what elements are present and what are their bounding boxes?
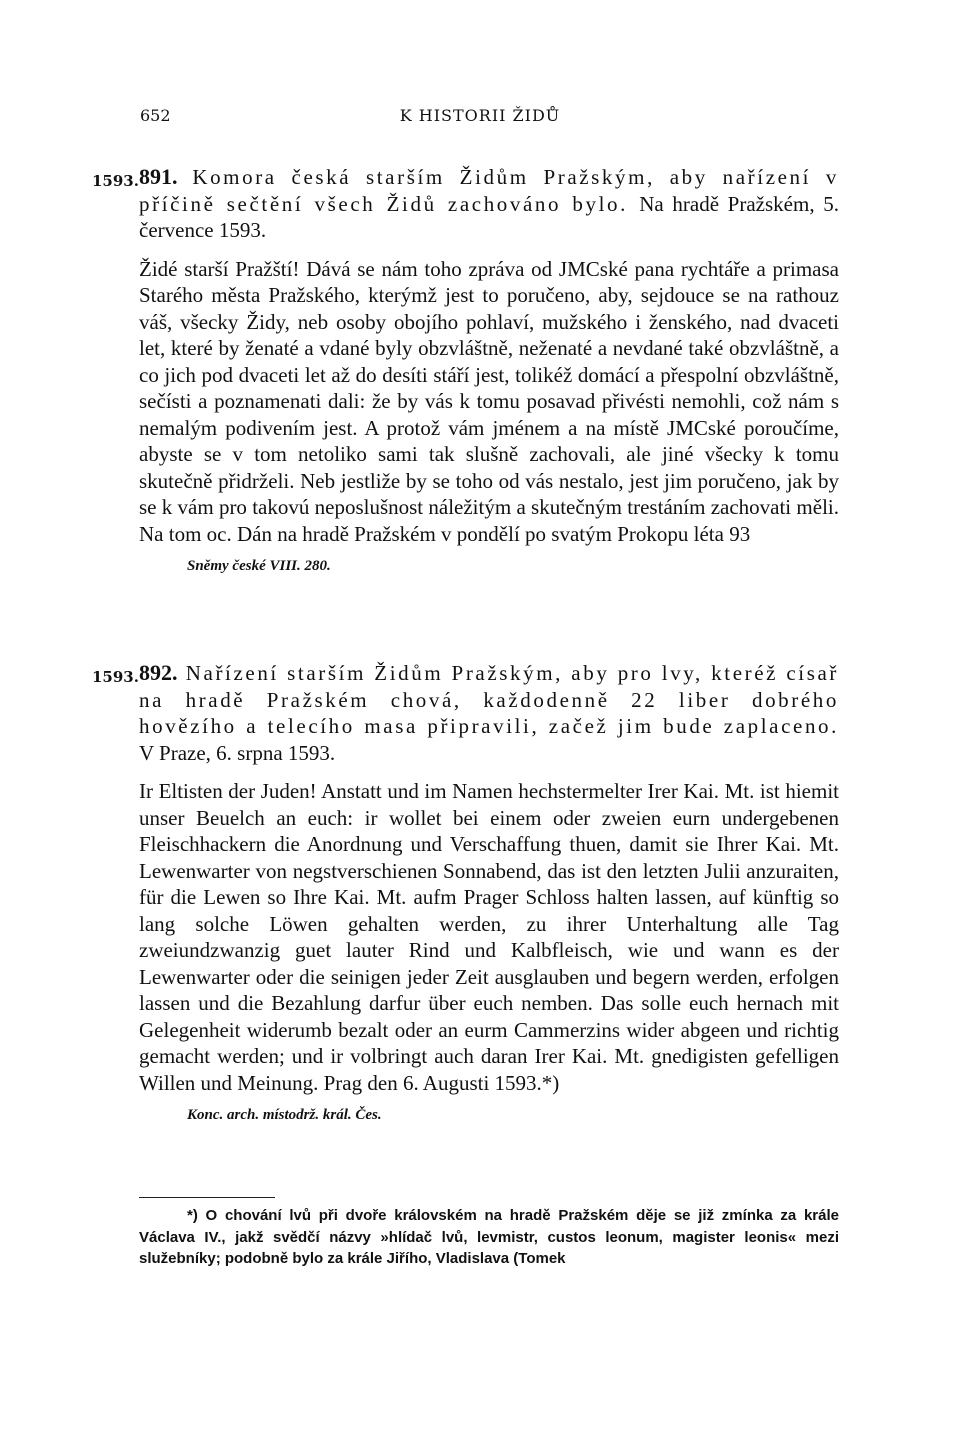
running-title: K HISTORII ŽIDŮ xyxy=(399,106,561,125)
entry-heading xyxy=(139,164,839,244)
entry-title: Komora česká starším Židům Pražským, aby nařízení v příčině sečtění všech Židů zachováno bylo. xyxy=(139,165,839,216)
entry-891 xyxy=(139,164,839,577)
entry-year: 1593. xyxy=(92,668,139,686)
entry-year: 1593. xyxy=(92,172,139,190)
entry-source: Sněmy české VIII. 280. xyxy=(187,558,331,574)
entry-892 xyxy=(139,660,839,1126)
footnote xyxy=(139,1205,839,1270)
entry-place-date: Na hradě Pražském, 5. července 1593. xyxy=(139,191,839,242)
entry-number: 892. xyxy=(139,660,178,685)
entry-place-date: V Praze, 6. srpna 1593. xyxy=(139,740,336,765)
entry-body: Ir Eltisten der Juden! Anstatt und im Namen hechstermelter Irer Kai. Mt. ist hiemit unser Beuelch an euch: ir wollet bei einem oder zweien eurn undergebenen Fleischhackern die Anordnung und Verschaffung thuen, damit sie Ihrer Kai. Mt. Lewenwarter von negstverschienen Sonnabend, das ist den letzten Julii anzuraiten, für die Lewen so Ihre Kai. Mt. aufm Prager Schloss halten lassen, auf künftig so lang solche Löwen gehalten werden, zu ihrer Unterhaltung alle Tag zweiundzwanzig guet lauter Rind und Kalbfleisch, wie und wann es der Lewenwarter oder die seinigen jeder Zeit ausglauben und begern werden, erfolgen lassen und die Bezahlung darfur über euch nemben. Das solle euch hernach mit Gelegenheit widerumb bezalt oder an eurm Cammerzins wider abgeen und richtig gemacht werden; und ir volbringt auch daran Irer Kai. Mt. gnedigisten gefelligen Willen und Meinung. Prag den 6. Augusti 1593.*) xyxy=(139,779,839,1095)
entry-title: Nařízení starším Židům Pražským, aby pro lvy, kteréž císař na hradě Pražském chová, každodenně 22 liber dobrého hovězího a telecího masa připravili, začež jim bude zaplaceno. xyxy=(139,661,839,738)
footnote-divider xyxy=(139,1197,275,1198)
entry-source: Konc. arch. místodrž. král. Čes. xyxy=(187,1107,382,1123)
entry-number: 891. xyxy=(139,164,178,189)
entry-body: Židé starší Pražští! Dává se nám toho zpráva od JMCské pana rychtáře a primasa Starého města Pražského, kterýmž jest to poručeno, aby, sejdouce se na rathouz váš, všecky Židy, neb osoby obojího pohlaví, mužského i ženského, nad dvaceti let, které by ženaté a vdané byly obzvláštně, neženaté a nevdané také obzvláštně, a co jich pod dvaceti let až do desíti stáří jest, tolikéž domácí a přespolní obzvláštně, sečísti a poznamenati dali: že by vás k tomu posavad přivésti nemohli, což nám s nemalým podivením jest. A protož vám jménem a na místě JMCské poroučíme, abyste se v tom netoliko sami tak slušně zachovali, ale jiné všecky k tomu skutečně přidrželi. Neb jestliže by se toho od vás nestalo, jest jim poručeno, jak by se k vám pro takovú neposlušnost náležitým a skutečným trestáním zachovati měli. Na tom oc. Dán na hradě Pražském v pondělí po svatým Prokopu léta 93 xyxy=(139,256,839,546)
entry-heading xyxy=(139,660,839,766)
footnote-text: *) O chování lvů při dvoře královském na hradě Pražském děje se již zmínka za krále Václava IV., jakž svědčí názvy »hlídač lvů, levmistr, custos leonum, magister leonis« mezi služebníky; podobně bylo za krále Jiřího, Vladislava (Tomek xyxy=(139,1207,839,1267)
page-number: 652 xyxy=(140,106,171,125)
page-header xyxy=(0,106,960,130)
